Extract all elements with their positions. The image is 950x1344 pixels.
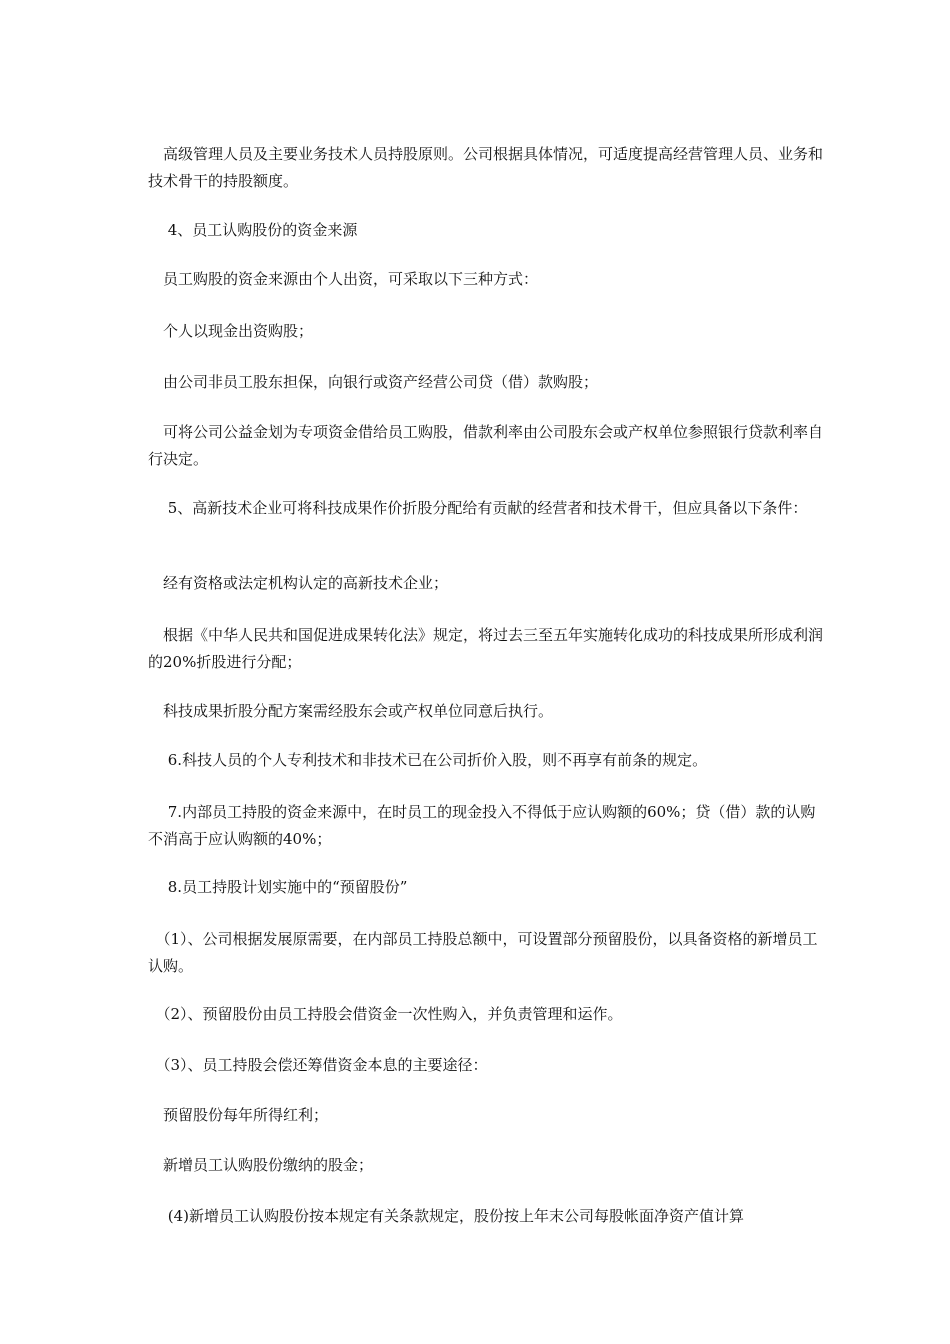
paragraph-reserved-4: (4)新增员工认购股份按本规定有关条款规定，股份按上年末公司每股帐面净资产值计算	[148, 1207, 745, 1225]
list-item-new-share-payment: 新增员工认购股份缴纳的股金；	[148, 1156, 374, 1174]
list-item-welfare-fund: 可将公司公益金划为专项资金借给员工购股，借款利率由公司股东会或产权单位参照银行贷款利率自行决定。	[148, 423, 824, 468]
list-item-certified-enterprise: 经有资格或法定机构认定的高新技术企业；	[148, 574, 449, 592]
paragraph-reserved-3: （3）、员工持股会偿还筹借资金本息的主要途径：	[148, 1056, 488, 1074]
heading-cash-ratio: 7.内部员工持股的资金来源中，在时员工的现金投入不得低于应认购额的60%；贷（借）款的认购不消高于应认购额的40%；	[148, 803, 816, 848]
list-item-annual-dividend: 预留股份每年所得红利；	[148, 1106, 329, 1124]
paragraph-fund-methods-intro: 员工购股的资金来源由个人出资，可采取以下三种方式：	[148, 270, 539, 288]
paragraph-reserved-2: （2）、预留股份由员工持股会借资金一次性购入，并负责管理和运作。	[148, 1005, 623, 1023]
heading-fund-source: 4、员工认购股份的资金来源	[148, 221, 358, 239]
list-item-cash-purchase: 个人以现金出资购股；	[148, 322, 314, 340]
list-item-profit-conversion: 根据《中华人民共和国促进成果转化法》规定，将过去三至五年实施转化成功的科技成果所形成利润的20%折股进行分配；	[148, 626, 824, 671]
paragraph-shareholding-principle: 高级管理人员及主要业务技术人员持股原则。公司根据具体情况，可适度提高经营管理人员、业务和技术骨干的持股额度。	[148, 145, 824, 190]
heading-reserved-shares: 8.员工持股计划实施中的“预留股份”	[148, 878, 408, 896]
heading-patent-rule: 6.科技人员的个人专利技术和非技术已在公司折价入股，则不再享有前条的规定。	[148, 751, 708, 769]
heading-tech-achievement: 5、高新技术企业可将科技成果作价折股分配给有贡献的经营者和技术骨干，但应具备以下条件：	[148, 499, 808, 517]
list-item-loan-purchase: 由公司非员工股东担保，向银行或资产经营公司贷（借）款购股；	[148, 373, 599, 391]
paragraph-reserved-1: （1）、公司根据发展原需要，在内部员工持股总额中，可设置部分预留股份，以具备资格的新增员工认购。	[148, 930, 818, 975]
list-item-approval: 科技成果折股分配方案需经股东会或产权单位同意后执行。	[148, 702, 554, 720]
